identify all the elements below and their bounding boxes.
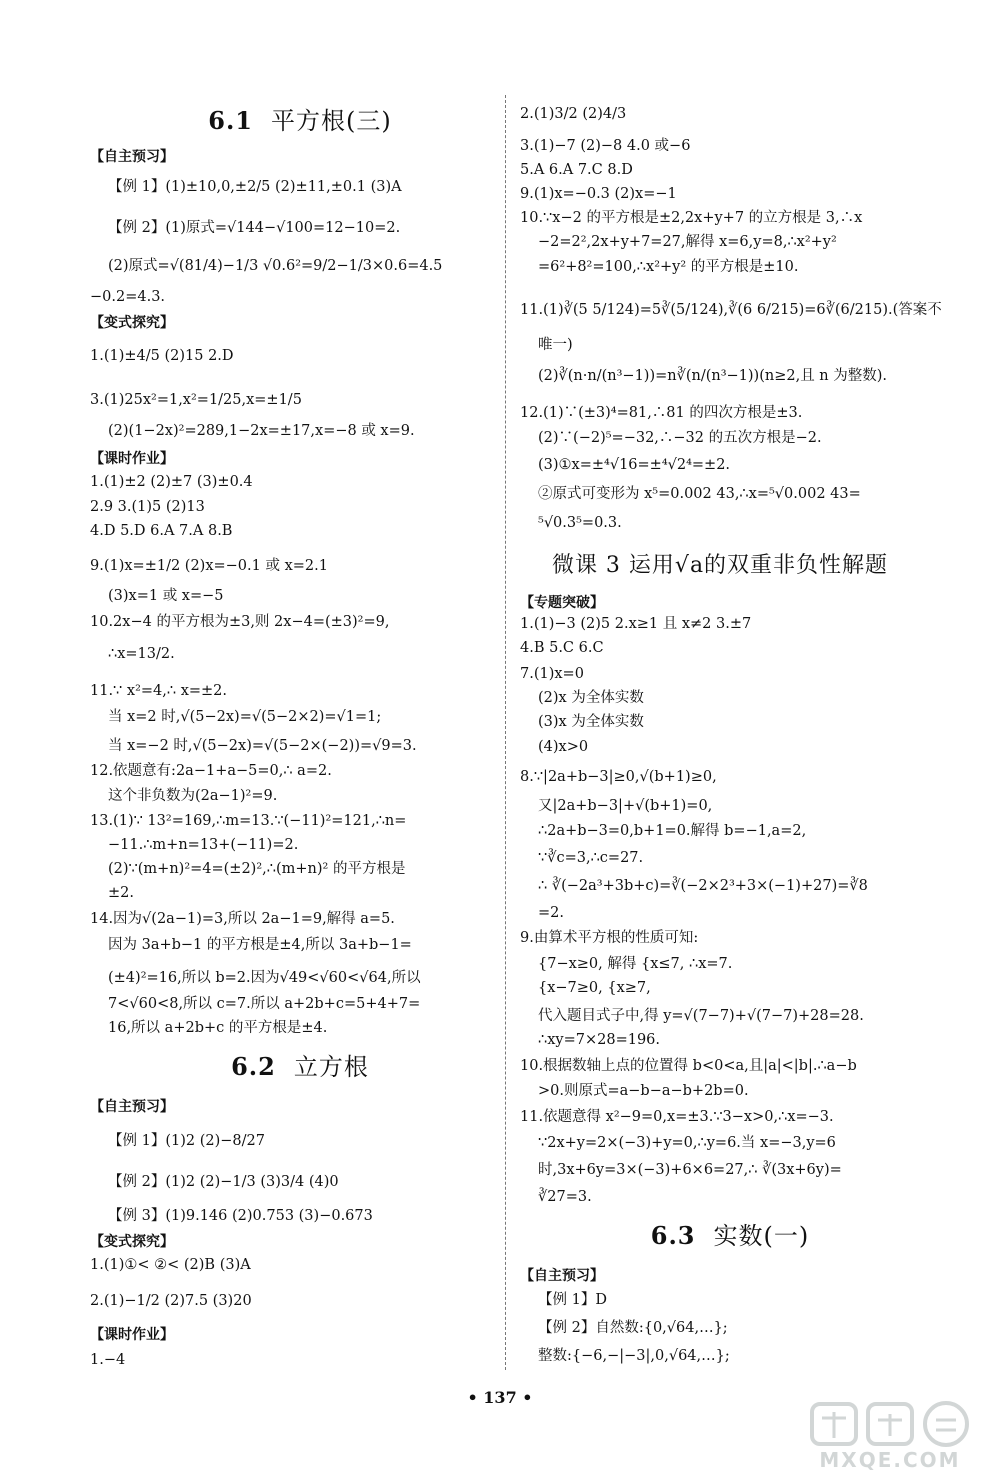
answer-line: 1.(1)−3 (2)5 2.x≥1 且 x≠2 3.±7 bbox=[520, 616, 752, 632]
answer-line: 4.B 5.C 6.C bbox=[520, 640, 604, 656]
watermark-text: MXQE.COM bbox=[819, 1448, 961, 1472]
answer-line: 2.(1)−1/2 (2)7.5 (3)20 bbox=[90, 1293, 252, 1309]
answer-line: ⁵√0.3⁵=0.3. bbox=[538, 515, 622, 531]
answer-line: ∵∛c=3,∴c=27. bbox=[538, 850, 644, 866]
answer-line: 【例 1】D bbox=[538, 1292, 607, 1308]
answer-line: 10.∵x−2 的平方根是±2,2x+y+7 的立方根是 3,∴x bbox=[520, 210, 863, 226]
answer-line: 当 x=−2 时,√(5−2x)=√(5−2×(−2))=√9=3. bbox=[108, 738, 417, 754]
answer-line: 10.根据数轴上点的位置得 b<0<a,且|a|<|b|.∴a−b bbox=[520, 1058, 857, 1074]
subheading: 【课时作业】 bbox=[90, 1327, 174, 1343]
section-title-6-1 bbox=[90, 105, 510, 137]
answer-line: 2.9 3.(1)5 (2)13 bbox=[90, 499, 205, 515]
answer-line: =2. bbox=[538, 905, 564, 921]
answer-line: 整数:{−6,−|−3|,0,√64,…}; bbox=[538, 1348, 730, 1364]
answer-line: 9.(1)x=−0.3 (2)x=−1 bbox=[520, 186, 677, 202]
answer-line: >0.则原式=a−b−a−b+2b=0. bbox=[538, 1083, 749, 1099]
page-number: • 137 • bbox=[467, 1388, 533, 1407]
subheading: 【变式探究】 bbox=[90, 1234, 174, 1250]
section-title-text: 平方根(三) bbox=[271, 107, 392, 135]
answer-line: (2)∵(−2)⁵=−32,∴−32 的五次方根是−2. bbox=[538, 430, 822, 446]
answer-line: 11.∵ x²=4,∴ x=±2. bbox=[90, 683, 228, 699]
subheading: 【变式探究】 bbox=[90, 315, 174, 331]
answer-line: 8.∵|2a+b−3|≥0,√(b+1)≥0, bbox=[520, 769, 717, 785]
answer-line: 【例 1】(1)2 (2)−8/27 bbox=[108, 1133, 265, 1149]
subheading: 【自主预习】 bbox=[90, 149, 174, 165]
answer-line: {x−7≥0, {x≥7, bbox=[538, 980, 651, 996]
watermark-emblem-icon bbox=[800, 1398, 980, 1450]
answer-line: (2)(1−2x)²=289,1−2x=±17,x=−8 或 x=9. bbox=[108, 423, 415, 439]
answer-line: (3)①x=±⁴√16=±⁴√2⁴=±2. bbox=[538, 457, 731, 473]
answer-line: 代入题目式子中,得 y=√(7−7)+√(7−7)+28=28. bbox=[538, 1008, 864, 1024]
answer-line: (±4)²=16,所以 b=2.因为√49<√60<√64,所以 bbox=[108, 970, 421, 986]
answer-line: 12.依题意有:2a−1+a−5=0,∴ a=2. bbox=[90, 763, 332, 779]
answer-line: ∴ ∛(−2a³+3b+c)=∛(−2×2³+3×(−1)+27)=∛8 bbox=[538, 878, 868, 894]
answer-line: (3)x 为全体实数 bbox=[538, 714, 644, 730]
section-title-microlesson-3: 微课 3 运用√a的双重非负性解题 bbox=[551, 553, 889, 578]
answer-line: ②原式可变形为 x⁵=0.002 43,∴x=⁵√0.002 43= bbox=[538, 486, 861, 502]
answer-line: ∴x=13/2. bbox=[108, 646, 175, 662]
answer-line: 11.依题意得 x²−9=0,x=±3.∵3−x>0,∴x=−3. bbox=[520, 1109, 834, 1125]
answer-line: −11.∴m+n=13+(−11)=2. bbox=[108, 837, 299, 853]
answer-line: 7<√60<8,所以 c=7.所以 a+2b+c=5+4+7= bbox=[108, 996, 421, 1012]
answer-line: 【例 2】(1)2 (2)−1/3 (3)3/4 (4)0 bbox=[108, 1174, 339, 1190]
section-title-text: 立方根 bbox=[293, 1053, 369, 1081]
answer-line: 1.(1)±4/5 (2)15 2.D bbox=[90, 348, 234, 364]
answer-line: 当 x=2 时,√(5−2x)=√(5−2×2)=√1=1; bbox=[108, 709, 382, 725]
answer-line: 11.(1)∛(5 5/124)=5∛(5/124),∛(6 6/215)=6∛(6/215).(答案不 bbox=[520, 302, 942, 318]
answer-line: {7−x≥0, 解得 {x≤7, ∴x=7. bbox=[538, 956, 733, 972]
answer-line: ∵2x+y=2×(−3)+y=0,∴y=6.当 x=−3,y=6 bbox=[538, 1135, 836, 1151]
answer-line: 13.(1)∵ 13²=169,∴m=13.∵(−11)²=121,∴n= bbox=[90, 813, 407, 829]
answer-line: 1.(1)①< ②< (2)B (3)A bbox=[90, 1257, 251, 1273]
answer-line: 【例 2】(1)原式=√144−√100=12−10=2. bbox=[108, 220, 401, 236]
answer-line: 5.A 6.A 7.C 8.D bbox=[520, 162, 633, 178]
answer-line: 2.(1)3/2 (2)4/3 bbox=[520, 106, 627, 122]
answer-line: ∛27=3. bbox=[538, 1189, 592, 1205]
subheading: 【课时作业】 bbox=[90, 451, 174, 467]
answer-line: 12.(1)∵(±3)⁴=81,∴81 的四次方根是±3. bbox=[520, 405, 803, 421]
answer-line: (3)x=1 或 x=−5 bbox=[108, 588, 224, 604]
answer-line: 14.因为√(2a−1)=3,所以 2a−1=9,解得 a=5. bbox=[90, 911, 395, 927]
answer-line: 3.(1)25x²=1,x²=1/25,x=±1/5 bbox=[90, 392, 302, 408]
answer-line: 【例 2】自然数:{0,√64,…}; bbox=[538, 1320, 728, 1336]
answer-line: 又|2a+b−3|+√(b+1)=0, bbox=[538, 798, 713, 814]
answer-line: 10.2x−4 的平方根为±3,则 2x−4=(±3)²=9, bbox=[90, 614, 390, 630]
answer-line: 时,3x+6y=3×(−3)+6×6=27,∴ ∛(3x+6y)= bbox=[538, 1162, 842, 1178]
answer-line: (2)∵(m+n)²=4=(±2)²,∴(m+n)² 的平方根是 bbox=[108, 861, 406, 877]
answer-line: (2)原式=√(81/4)−1/3 √0.6²=9/2−1/3×0.6=4.5 bbox=[108, 258, 443, 274]
answer-line: 因为 3a+b−1 的平方根是±4,所以 3a+b−1= bbox=[108, 937, 412, 953]
answer-line: (4)x>0 bbox=[538, 739, 589, 755]
section-title-6-3 bbox=[520, 1220, 940, 1252]
section-number: 6.1 bbox=[208, 106, 254, 135]
section-number: 6.2 bbox=[231, 1052, 276, 1081]
answer-line: 3.(1)−7 (2)−8 4.0 或−6 bbox=[520, 138, 691, 154]
left-column bbox=[90, 0, 540, 1476]
answer-line: 【例 1】(1)±10,0,±2/5 (2)±11,±0.1 (3)A bbox=[108, 179, 402, 195]
subheading: 【专题突破】 bbox=[520, 595, 604, 611]
answer-line: ∴xy=7×28=196. bbox=[538, 1032, 661, 1048]
answer-line: 16,所以 a+2b+c 的平方根是±4. bbox=[108, 1020, 328, 1036]
section-number: 6.3 bbox=[650, 1221, 696, 1250]
answer-line: 1.−4 bbox=[90, 1352, 126, 1368]
answer-line: 7.(1)x=0 bbox=[520, 666, 584, 682]
answer-line: 9.(1)x=±1/2 (2)x=−0.1 或 x=2.1 bbox=[90, 558, 328, 574]
answer-line: −0.2=4.3. bbox=[90, 289, 166, 305]
answer-line: 9.由算术平方根的性质可知: bbox=[520, 930, 699, 946]
section-title-text: 实数(一) bbox=[713, 1222, 810, 1250]
answer-line: ±2. bbox=[108, 885, 134, 901]
answer-line: (2)x 为全体实数 bbox=[538, 690, 644, 706]
answer-line: =6²+8²=100,∴x²+y² 的平方根是±10. bbox=[538, 259, 799, 275]
answer-line: 1.(1)±2 (2)±7 (3)±0.4 bbox=[90, 474, 253, 490]
answer-line: 这个非负数为(2a−1)²=9. bbox=[108, 788, 278, 804]
answer-line: ∴2a+b−3=0,b+1=0.解得 b=−1,a=2, bbox=[538, 823, 807, 839]
subheading: 【自主预习】 bbox=[520, 1268, 604, 1284]
watermark-logo bbox=[800, 1398, 980, 1470]
answer-line: 【例 3】(1)9.146 (2)0.753 (3)−0.673 bbox=[108, 1208, 373, 1224]
answer-line: 唯一) bbox=[538, 337, 573, 353]
subheading: 【自主预习】 bbox=[90, 1099, 174, 1115]
section-title-6-2 bbox=[90, 1051, 510, 1083]
answer-line: −2=2²,2x+y+7=27,解得 x=6,y=8,∴x²+y² bbox=[538, 234, 837, 250]
right-column bbox=[520, 0, 970, 1476]
answer-line: 4.D 5.D 6.A 7.A 8.B bbox=[90, 523, 233, 539]
answer-line: (2)∛(n·n/(n³−1))=n∛(n/(n³−1))(n≥2,且 n 为整数). bbox=[538, 368, 888, 384]
